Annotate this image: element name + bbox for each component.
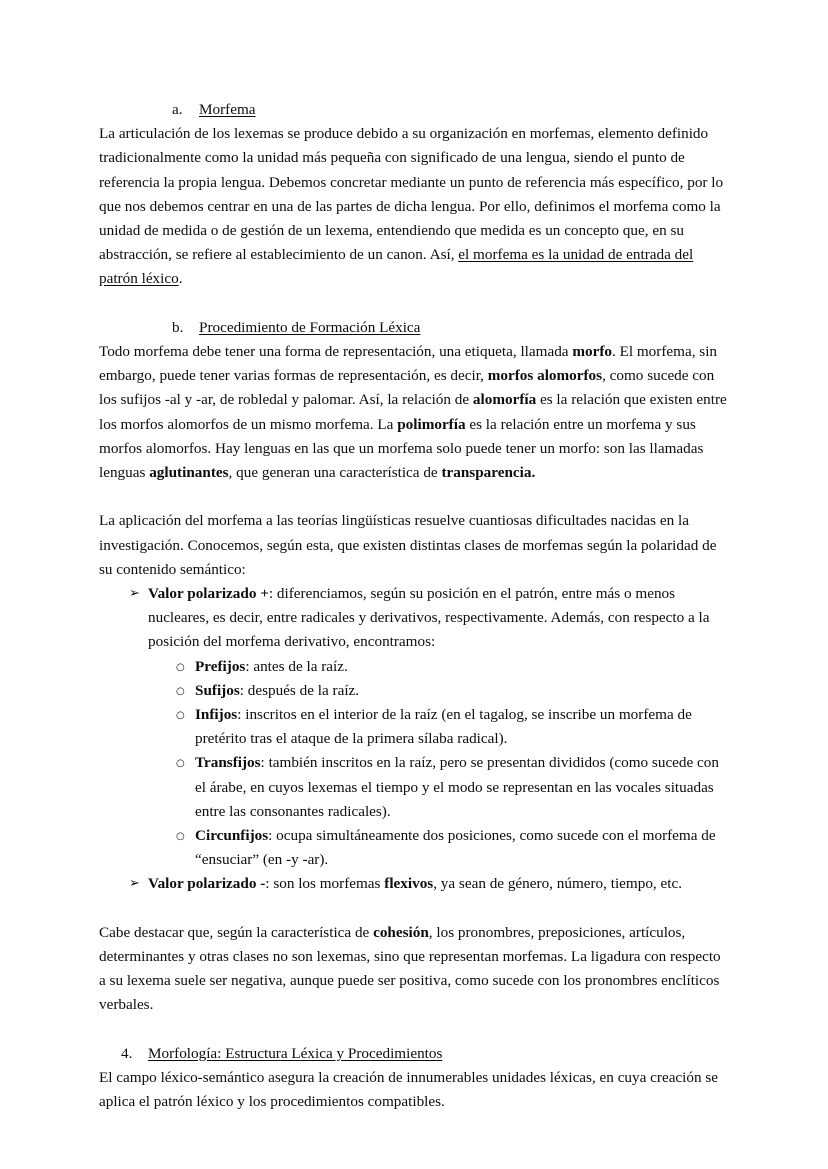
arrow-bullet-icon: ➢: [129, 586, 140, 602]
proc-bold-transparencia: transparencia.: [441, 464, 536, 482]
paragraph-morfema-text: La articulación de los lexemas se produce debido a su organización en morfemas, elemento definido tradicionalmente como la unidad más pequeña con significado de una lengua, siendo el punto de referencia la propia lengua. Debemos concretar mediante un punto de referencia más específico, por lo que nos debemos centrar en una de las partes de dicha lengua. Por ello, definimos el morfema como la unidad de medida o de gestión de un lexema, entendiendo que medida es un concepto que, en su abstracción, se refiere al establecimiento de un canon. Así,: [99, 125, 724, 264]
list-item-sufijos: [148, 679, 730, 703]
heading-title-procedimiento: Procedimiento de Formación Léxica: [199, 318, 421, 336]
heading-procedimiento: [99, 316, 730, 340]
infijos-label: Infijos: [195, 706, 238, 724]
transfijos-text: : también inscritos en la raíz, pero se presentan divididos (como sucede con el árabe, en cuyos lexemas el tiempo y el modo se representan en las vocales situadas entre las consonantes radicales).: [195, 754, 719, 820]
valor-positivo-label: Valor polarizado +: [148, 585, 269, 603]
circle-bullet-icon: ○: [176, 661, 185, 673]
paragraph-procedimiento: [99, 340, 730, 485]
list-item-circunfijos: [148, 824, 730, 872]
heading-title-morfema: Morfema: [199, 101, 256, 118]
heading-marker-4: 4.: [121, 1044, 133, 1062]
document-body: [99, 98, 730, 1114]
circle-bullet-icon: ○: [176, 685, 185, 697]
circunfijos-label: Circunfijos: [195, 827, 269, 845]
spacer-1: [99, 292, 730, 316]
circle-bullet-icon: ○: [176, 831, 185, 843]
prefijos-text: : antes de la raíz.: [245, 657, 348, 675]
list-item-valor-positivo: [99, 582, 730, 872]
proc-bold-morfo: morfo: [572, 343, 612, 361]
transfijos-label: Transfijos: [195, 754, 261, 772]
paragraph-morfema: [99, 122, 730, 291]
paragraph-morfema-period: .: [178, 270, 183, 288]
heading-marker-b: b.: [172, 318, 184, 336]
paragraph-morfema-underlined: el morfema es la unidad de entrada del patrón léxico: [99, 246, 694, 288]
paragraph-cohesion: [99, 921, 730, 1018]
list-item-infijos: [148, 703, 730, 751]
list-item-valor-negativo: [99, 872, 730, 896]
affix-list: [148, 655, 730, 873]
arrow-bullet-icon: ➢: [129, 876, 140, 892]
prefijos-label: Prefijos: [195, 657, 246, 675]
heading-morfologia: [99, 1042, 730, 1066]
heading-title-morfologia: Morfología: Estructura Léxica y Procedimientos: [148, 1044, 443, 1062]
valor-negativo-bold-flexivos: flexivos: [384, 875, 434, 893]
valor-negativo-text-2: , ya sean de género, número, tiempo, etc.: [433, 875, 683, 893]
proc-bold-morfos-alomorfos: morfos alomorfos: [487, 367, 603, 385]
cohesion-bold-label: cohesión: [373, 923, 429, 941]
paragraph-aplicacion: La aplicación del morfema a las teorías lingüísticas resuelve cuantiosas dificultades nacidas en la investigación. Conocemos, según esta, que existen distintas clases de morfemas según la polaridad de su contenido semántico:: [99, 512, 717, 578]
list-item-transfijos: [148, 751, 730, 824]
proc-bold-aglutinantes: aglutinantes: [149, 464, 229, 482]
proc-seg-3: , como sucede con los sufijos -al y -ar, de robledal y palomar. Así, la relación de: [99, 367, 715, 409]
sufijos-text: : después de la raíz.: [239, 681, 360, 699]
proc-bold-alomorfia: alomorfía: [472, 391, 537, 409]
proc-seg-5: es la relación entre un morfema y sus morfos alomorfos. Hay lenguas en las que un morfema solo puede tener un morfo: son las llamadas lenguas: [99, 415, 704, 482]
paragraph-morfologia: El campo léxico-semántico asegura la creación de innumerables unidades léxicas, en cuya creación se aplica el patrón léxico y los procedimientos compatibles.: [99, 1069, 719, 1111]
heading-marker-a: a.: [172, 101, 183, 118]
proc-seg-2: . El morfema, sin embargo, puede tener varias formas de representación, es decir,: [99, 343, 718, 385]
infijos-text: : inscritos en el interior de la raíz (en el tagalog, se inscribe un morfema de pretérito tras el ataque de la primera sílaba radical).: [195, 706, 692, 748]
spacer-2: [99, 1018, 730, 1042]
polarity-list: [99, 582, 730, 897]
proc-seg-4: es la relación que existen entre los morfos alomorfos de un mismo morfema. La: [99, 391, 727, 433]
sufijos-label: Sufijos: [195, 681, 240, 699]
circle-bullet-icon: ○: [176, 710, 185, 722]
cohesion-seg-2: , los pronombres, preposiciones, artículos, determinantes y otras clases no son lexemas, sino que representan morfemas. La ligadura con respecto a su lexema suele ser negativa, aunque puede ser positiva, como sucede con los pronombres enclíticos verbales.: [99, 923, 721, 1014]
valor-positivo-text: : diferenciamos, según su posición en el patrón, entre más o menos nucleares, es decir, entre radicales y derivativos, respectivamente. Además, con respecto a la posición del morfema derivativo, encontramos:: [148, 585, 710, 651]
proc-seg-1: Todo morfema debe tener una forma de representación, una etiqueta, llamada: [99, 343, 573, 361]
valor-negativo-text-1: : son los morfemas: [265, 875, 385, 893]
list-item-prefijos: [148, 655, 730, 679]
proc-seg-6: , que generan una característica de: [228, 464, 442, 482]
cohesion-seg-1: Cabe destacar que, según la característica de: [99, 923, 374, 941]
heading-morfema: [99, 98, 730, 122]
proc-bold-polimorfia: polimorfía: [397, 415, 466, 433]
circunfijos-text: : ocupa simultáneamente dos posiciones, como sucede con el morfema de “ensuciar” (en -y -ar).: [195, 827, 716, 869]
circle-bullet-icon: ○: [176, 758, 185, 770]
valor-negativo-label: Valor polarizado -: [148, 875, 266, 893]
